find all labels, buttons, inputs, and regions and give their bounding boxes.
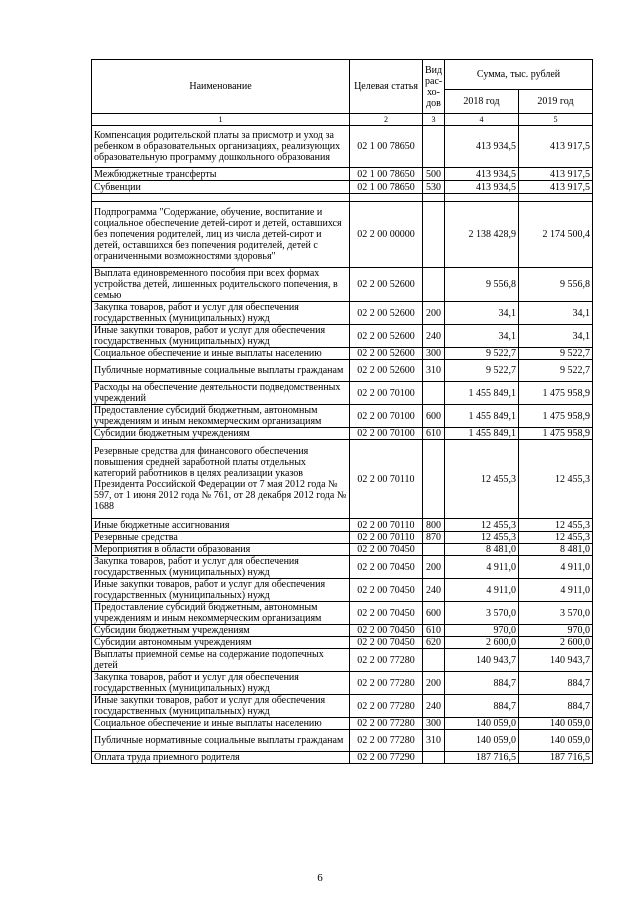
row-article-cell: 02 2 00 70100 — [350, 428, 423, 440]
row-sum-2019-cell: 413 917,5 — [519, 168, 593, 181]
row-expense-type-cell: 610 — [423, 625, 445, 637]
row-expense-type-cell: 200 — [423, 672, 445, 695]
row-name-cell: Публичные нормативные социальные выплаты гражданам — [92, 360, 350, 382]
table-body — [92, 126, 593, 764]
table-row — [92, 752, 593, 764]
row-sum-2019-cell: 4 911,0 — [519, 556, 593, 579]
header-year-2018: 2018 год — [445, 90, 519, 114]
row-name-cell: Межбюджетные трансферты — [92, 168, 350, 181]
row-expense-type-cell — [423, 202, 445, 268]
row-sum-2018-cell — [445, 194, 519, 202]
row-article-cell: 02 2 00 77290 — [350, 752, 423, 764]
table-row — [92, 440, 593, 519]
table-row — [92, 579, 593, 602]
column-number: 1 — [92, 114, 350, 126]
row-article-cell: 02 1 00 78650 — [350, 168, 423, 181]
row-sum-2018-cell: 34,1 — [445, 325, 519, 348]
row-sum-2018-cell: 1 455 849,1 — [445, 428, 519, 440]
row-name-cell: Субсидии автономным учреждениям — [92, 637, 350, 649]
row-sum-2019-cell: 413 917,5 — [519, 181, 593, 194]
column-number: 3 — [423, 114, 445, 126]
row-article-cell: 02 2 00 77280 — [350, 695, 423, 718]
row-article-cell: 02 2 00 52600 — [350, 360, 423, 382]
row-expense-type-cell: 240 — [423, 579, 445, 602]
row-sum-2019-cell: 12 455,3 — [519, 532, 593, 544]
row-sum-2018-cell: 34,1 — [445, 302, 519, 325]
row-article-cell: 02 1 00 78650 — [350, 126, 423, 168]
row-expense-type-cell — [423, 440, 445, 519]
row-name-cell: Социальное обеспечение и иные выплаты населению — [92, 718, 350, 730]
row-name-cell: Выплаты приемной семье на содержание подопечных детей — [92, 649, 350, 672]
row-sum-2019-cell — [519, 194, 593, 202]
row-sum-2019-cell: 2 174 500,4 — [519, 202, 593, 268]
row-name-cell: Компенсация родительской платы за присмотр и уход за ребенком в образовательных организациях, реализующих образовательную программу дошкольного образования — [92, 126, 350, 168]
page-number: 6 — [317, 872, 323, 884]
row-article-cell: 02 1 00 78650 — [350, 181, 423, 194]
row-name-cell: Субсидии бюджетным учреждениям — [92, 625, 350, 637]
row-article-cell: 02 2 00 70450 — [350, 544, 423, 556]
row-expense-type-cell: 310 — [423, 730, 445, 752]
table-row — [92, 695, 593, 718]
table-row — [92, 181, 593, 194]
row-expense-type-cell — [423, 382, 445, 405]
column-number: 2 — [350, 114, 423, 126]
row-article-cell: 02 2 00 52600 — [350, 348, 423, 360]
row-name-cell: Резервные средства — [92, 532, 350, 544]
column-number-row — [92, 114, 593, 126]
row-sum-2018-cell: 12 455,3 — [445, 532, 519, 544]
table-row — [92, 637, 593, 649]
row-article-cell — [350, 194, 423, 202]
row-article-cell: 02 2 00 77280 — [350, 672, 423, 695]
row-article-cell: 02 2 00 70110 — [350, 532, 423, 544]
row-expense-type-cell: 610 — [423, 428, 445, 440]
row-article-cell: 02 2 00 77280 — [350, 718, 423, 730]
row-sum-2019-cell: 413 917,5 — [519, 126, 593, 168]
table-row — [92, 625, 593, 637]
table-row — [92, 672, 593, 695]
row-article-cell: 02 2 00 70100 — [350, 405, 423, 428]
row-expense-type-cell: 600 — [423, 405, 445, 428]
row-sum-2018-cell: 140 943,7 — [445, 649, 519, 672]
row-name-cell: Закупка товаров, работ и услуг для обеспечения государственных (муниципальных) нужд — [92, 556, 350, 579]
table-row — [92, 126, 593, 168]
row-expense-type-cell: 530 — [423, 181, 445, 194]
row-sum-2019-cell: 4 911,0 — [519, 579, 593, 602]
row-article-cell: 02 2 00 70110 — [350, 440, 423, 519]
row-name-cell: Расходы на обеспечение деятельности подведомственных учреждений — [92, 382, 350, 405]
row-sum-2019-cell: 34,1 — [519, 302, 593, 325]
row-sum-2018-cell: 9 522,7 — [445, 348, 519, 360]
row-expense-type-cell — [423, 544, 445, 556]
row-sum-2019-cell: 12 455,3 — [519, 440, 593, 519]
row-article-cell: 02 2 00 70110 — [350, 519, 423, 532]
row-expense-type-cell: 300 — [423, 348, 445, 360]
row-sum-2018-cell: 187 716,5 — [445, 752, 519, 764]
row-name-cell: Закупка товаров, работ и услуг для обеспечения государственных (муниципальных) нужд — [92, 302, 350, 325]
row-sum-2019-cell: 1 475 958,9 — [519, 405, 593, 428]
row-sum-2018-cell: 9 522,7 — [445, 360, 519, 382]
table-row — [92, 602, 593, 625]
table-row — [92, 519, 593, 532]
row-sum-2019-cell: 3 570,0 — [519, 602, 593, 625]
row-sum-2018-cell: 2 138 428,9 — [445, 202, 519, 268]
row-name-cell: Иные закупки товаров, работ и услуг для обеспечения государственных (муниципальных) нужд — [92, 579, 350, 602]
row-name-cell: Резервные средства для финансового обеспечения повышения средней заработной платы отдельных категорий работников в целях реализации указов Президента Российской Федерации от 7 мая 2012 года № 597, от 1 июня 2012 года № 761, от 28 декабря 2012 года № 1688 — [92, 440, 350, 519]
row-expense-type-cell — [423, 126, 445, 168]
row-expense-type-cell: 600 — [423, 602, 445, 625]
row-sum-2019-cell: 8 481,0 — [519, 544, 593, 556]
row-expense-type-cell: 200 — [423, 302, 445, 325]
row-name-cell: Предоставление субсидий бюджетным, автономным учреждениям и иным некоммерческим организациям — [92, 602, 350, 625]
row-article-cell: 02 2 00 70450 — [350, 625, 423, 637]
row-sum-2019-cell: 884,7 — [519, 672, 593, 695]
row-sum-2018-cell: 413 934,5 — [445, 181, 519, 194]
table-row — [92, 718, 593, 730]
row-sum-2018-cell: 9 556,8 — [445, 268, 519, 302]
row-name-cell: Субвенции — [92, 181, 350, 194]
row-article-cell: 02 2 00 77280 — [350, 649, 423, 672]
row-name-cell: Предоставление субсидий бюджетным, автономным учреждениям и иным некоммерческим организациям — [92, 405, 350, 428]
row-article-cell: 02 2 00 70100 — [350, 382, 423, 405]
row-sum-2018-cell: 140 059,0 — [445, 718, 519, 730]
row-sum-2018-cell: 4 911,0 — [445, 579, 519, 602]
row-sum-2018-cell: 140 059,0 — [445, 730, 519, 752]
row-sum-2018-cell: 12 455,3 — [445, 440, 519, 519]
row-name-cell: Субсидии бюджетным учреждениям — [92, 428, 350, 440]
row-name-cell: Подпрограмма "Содержание, обучение, воспитание и социальное обеспечение детей-сирот и детей, оставшихся без попечения родителей, лиц из числа детей-сирот и детей, оставшихся без попечения родителей, детей с ограниченными возможностями здоровья" — [92, 202, 350, 268]
row-name-cell: Закупка товаров, работ и услуг для обеспечения государственных (муниципальных) нужд — [92, 672, 350, 695]
row-expense-type-cell: 310 — [423, 360, 445, 382]
table-row — [92, 730, 593, 752]
row-name-cell: Социальное обеспечение и иные выплаты населению — [92, 348, 350, 360]
row-name-cell: Выплата единовременного пособия при всех формах устройства детей, лишенных родительского попечения, в семью — [92, 268, 350, 302]
table-row — [92, 194, 593, 202]
row-name-cell: Публичные нормативные социальные выплаты гражданам — [92, 730, 350, 752]
table-row — [92, 168, 593, 181]
header-expense-type: Вид рас- хо- дов — [423, 60, 445, 114]
row-sum-2019-cell: 140 059,0 — [519, 718, 593, 730]
row-article-cell: 02 2 00 52600 — [350, 302, 423, 325]
row-article-cell: 02 2 00 70450 — [350, 637, 423, 649]
row-name-cell: Иные бюджетные ассигнования — [92, 519, 350, 532]
row-sum-2018-cell: 4 911,0 — [445, 556, 519, 579]
row-name-cell: Иные закупки товаров, работ и услуг для обеспечения государственных (муниципальных) нужд — [92, 695, 350, 718]
row-article-cell: 02 2 00 70450 — [350, 602, 423, 625]
table-row — [92, 302, 593, 325]
column-number: 5 — [519, 114, 593, 126]
row-expense-type-cell: 200 — [423, 556, 445, 579]
row-sum-2018-cell: 12 455,3 — [445, 519, 519, 532]
table-row — [92, 649, 593, 672]
row-article-cell: 02 2 00 77280 — [350, 730, 423, 752]
row-article-cell: 02 2 00 52600 — [350, 268, 423, 302]
row-expense-type-cell — [423, 268, 445, 302]
table-row — [92, 405, 593, 428]
table-row — [92, 202, 593, 268]
row-sum-2018-cell: 413 934,5 — [445, 168, 519, 181]
row-sum-2018-cell: 884,7 — [445, 672, 519, 695]
table-row — [92, 428, 593, 440]
header-sum: Сумма, тыс. рублей — [445, 60, 593, 90]
row-sum-2019-cell: 12 455,3 — [519, 519, 593, 532]
row-article-cell: 02 2 00 52600 — [350, 325, 423, 348]
row-article-cell: 02 2 00 70450 — [350, 579, 423, 602]
header-article: Целевая статья — [350, 60, 423, 114]
table-row — [92, 382, 593, 405]
table-row — [92, 544, 593, 556]
row-sum-2019-cell: 970,0 — [519, 625, 593, 637]
column-number: 4 — [445, 114, 519, 126]
row-article-cell: 02 2 00 00000 — [350, 202, 423, 268]
row-expense-type-cell — [423, 194, 445, 202]
row-expense-type-cell: 620 — [423, 637, 445, 649]
table-row — [92, 360, 593, 382]
header-year-2019: 2019 год — [519, 90, 593, 114]
row-sum-2019-cell: 1 475 958,9 — [519, 428, 593, 440]
row-expense-type-cell — [423, 752, 445, 764]
row-sum-2019-cell: 9 556,8 — [519, 268, 593, 302]
budget-table — [91, 59, 593, 764]
row-name-cell: Оплата труда приемного родителя — [92, 752, 350, 764]
table-row — [92, 268, 593, 302]
row-expense-type-cell: 240 — [423, 695, 445, 718]
row-expense-type-cell — [423, 649, 445, 672]
row-name-cell: Иные закупки товаров, работ и услуг для обеспечения государственных (муниципальных) нужд — [92, 325, 350, 348]
row-sum-2019-cell: 2 600,0 — [519, 637, 593, 649]
row-sum-2019-cell: 9 522,7 — [519, 360, 593, 382]
row-article-cell: 02 2 00 70450 — [350, 556, 423, 579]
row-sum-2018-cell: 884,7 — [445, 695, 519, 718]
row-sum-2018-cell: 970,0 — [445, 625, 519, 637]
row-expense-type-cell: 800 — [423, 519, 445, 532]
row-expense-type-cell: 870 — [423, 532, 445, 544]
row-sum-2018-cell: 1 455 849,1 — [445, 382, 519, 405]
row-name-cell: Мероприятия в области образования — [92, 544, 350, 556]
table-row — [92, 348, 593, 360]
row-sum-2019-cell: 9 522,7 — [519, 348, 593, 360]
table-row — [92, 325, 593, 348]
table-row — [92, 556, 593, 579]
row-sum-2019-cell: 34,1 — [519, 325, 593, 348]
row-sum-2019-cell: 187 716,5 — [519, 752, 593, 764]
row-expense-type-cell: 500 — [423, 168, 445, 181]
row-expense-type-cell: 300 — [423, 718, 445, 730]
row-sum-2018-cell: 8 481,0 — [445, 544, 519, 556]
header-name: Наименование — [92, 60, 350, 114]
row-sum-2018-cell: 3 570,0 — [445, 602, 519, 625]
row-expense-type-cell: 240 — [423, 325, 445, 348]
table-row — [92, 532, 593, 544]
row-sum-2018-cell: 1 455 849,1 — [445, 405, 519, 428]
row-sum-2019-cell: 1 475 958,9 — [519, 382, 593, 405]
row-sum-2018-cell: 2 600,0 — [445, 637, 519, 649]
row-sum-2018-cell: 413 934,5 — [445, 126, 519, 168]
row-sum-2019-cell: 140 059,0 — [519, 730, 593, 752]
row-sum-2019-cell: 140 943,7 — [519, 649, 593, 672]
row-sum-2019-cell: 884,7 — [519, 695, 593, 718]
row-name-cell — [92, 194, 350, 202]
